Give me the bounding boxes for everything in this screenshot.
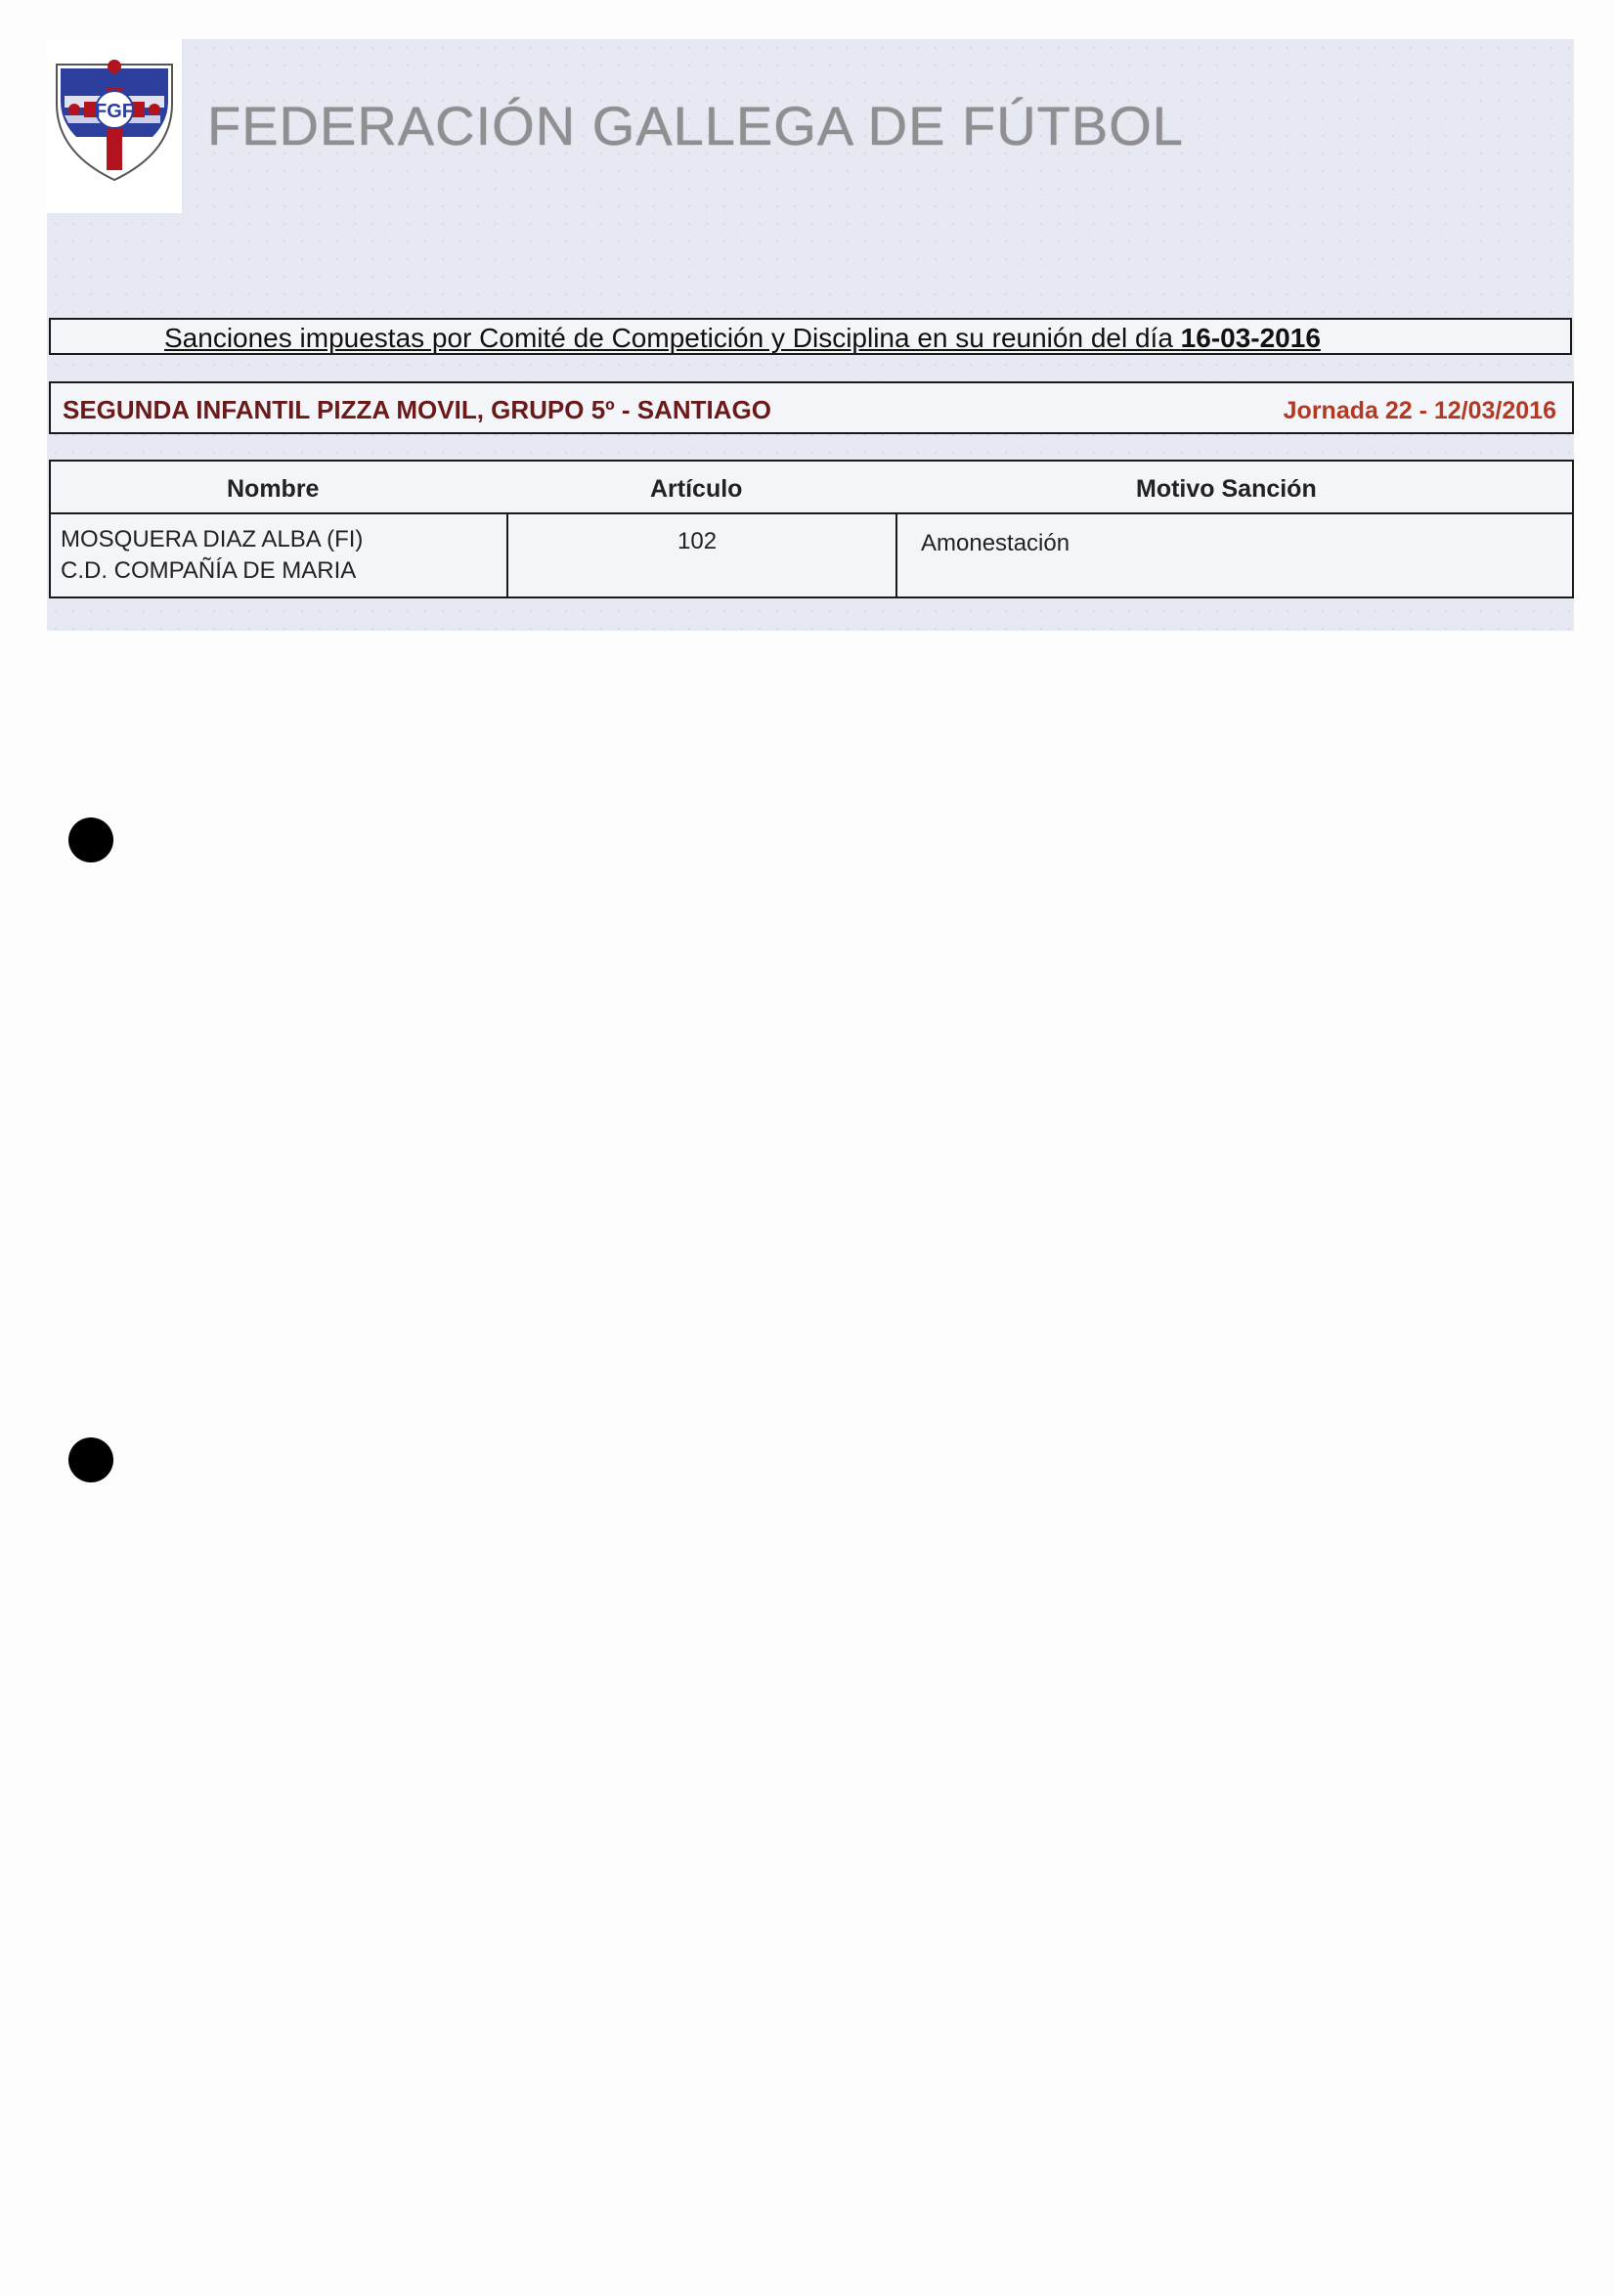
session-date: 16-03-2016	[1180, 323, 1321, 353]
competition-name: SEGUNDA INFANTIL PIZZA MOVIL, GRUPO 5º - SANTIAGO	[63, 395, 772, 424]
column-header-articulo: Artículo	[650, 475, 743, 503]
session-heading	[164, 323, 1321, 354]
federation-logo	[47, 39, 182, 213]
punch-hole	[68, 1437, 113, 1482]
shield-logo-icon	[51, 59, 178, 186]
punch-hole	[68, 817, 113, 862]
session-prefix: Sanciones impuestas por Comité de Competición y Disciplina en su reunión del día	[164, 323, 1181, 353]
sanction-reason: Amonestación	[921, 530, 1070, 556]
logo-letters: FGF	[95, 101, 134, 122]
sanction-article: 102	[677, 528, 718, 554]
column-header-motivo: Motivo Sanción	[1136, 475, 1317, 503]
column-divider	[895, 513, 897, 598]
player-club: C.D. COMPAÑÍA DE MARIA	[61, 557, 357, 584]
column-divider	[506, 513, 508, 598]
sanctions-table	[49, 460, 1574, 598]
column-header-nombre: Nombre	[227, 475, 320, 503]
player-name: MOSQUERA DIAZ ALBA (FI)	[61, 526, 364, 552]
federation-title: FEDERACIÓN GALLEGA DE FÚTBOL	[207, 95, 1184, 156]
competition-round: Jornada 22 - 12/03/2016	[1283, 397, 1556, 424]
session-bar	[49, 318, 1572, 355]
header-divider	[51, 512, 1572, 514]
competition-bar	[49, 381, 1574, 434]
